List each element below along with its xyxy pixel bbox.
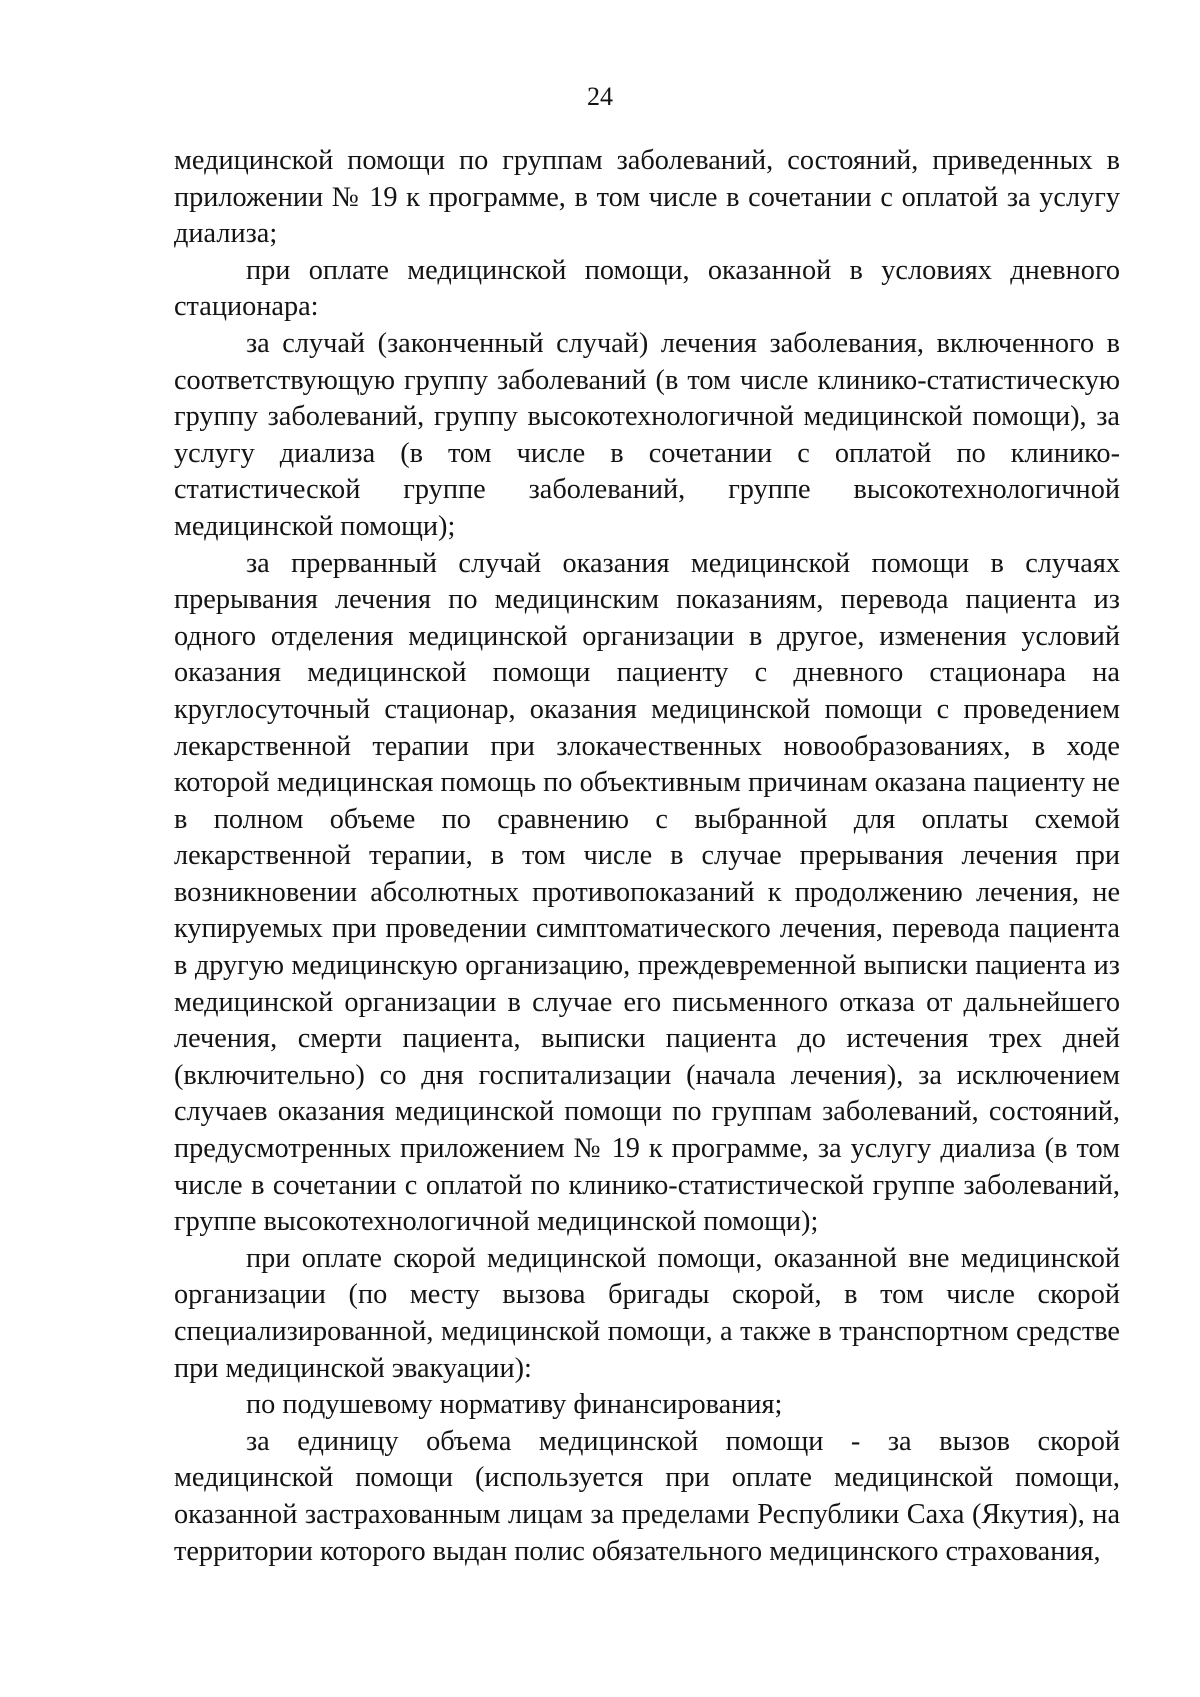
paragraph-per-capita-standard: по подушевому нормативу финансирования; — [246, 1389, 783, 1421]
paragraph-unit-of-volume: за единицу объема медицинской помощи - за вызов скорой медицинской помощи (используется при оплате медицинской помощи, оказанной застрахованным лицам за пределами Республики Саха (Якутия), на территории которого выдан полис обязательного медицинского страхования, — [174, 1425, 1120, 1567]
paragraph-completed-case: за случай (законченный случай) лечения заболевания, включенного в соответствующую группу заболеваний (в том числе клинико-статистическую группу заболеваний, группу высокотехнологичной медицинской помощи), за услугу диализа (в том числе в сочетании с оплатой по клинико-статистической группе заболеваний, группе высокотехнологичной медицинской помощи); — [174, 327, 1120, 542]
paragraph-emergency-care-payment: при оплате скорой медицинской помощи, оказанной вне медицинской организации (по месту вызова бригады скорой, в том числе скорой специализированной, медицинской помощи, а также в транспортном средстве при медицинской эвакуации): — [174, 1242, 1120, 1384]
paragraph-day-hospital-payment: при оплате медицинской помощи, оказанной в условиях дневного стационара: — [174, 254, 1120, 323]
page-number: 24 — [587, 82, 613, 111]
paragraph-1-continuation: медицинской помощи по группам заболеваний, состояний, приведенных в приложении № 19 к программе, в том числе в сочетании с оплатой за услугу диализа; — [174, 145, 1120, 250]
document-body — [174, 143, 1120, 1570]
paragraph-interrupted-case: за прерванный случай оказания медицинской помощи в случаях прерывания лечения по медицинским показаниям, перевода пациента из одного отделения медицинской организации в другое, изменения условий оказания медицинской помощи пациенту с дневного стационара на круглосуточный стационар, оказания медицинской помощи с проведением лекарственной терапии при злокачественных новообразованиях, в ходе которой медицинская помощь по объективным причинам оказана пациенту не в полном объеме по сравнению с выбранной для оплаты схемой лекарственной терапии, в том числе в случае прерывания лечения при возникновении абсолютных противопоказаний к продолжению лечения, не купируемых при проведении симптоматического лечения, перевода пациента в другую медицинскую организацию, преждевременной выписки пациента из медицинской организации в случае его письменного отказа от дальнейшего лечения, смерти пациента, выписки пациента до истечения трех дней (включительно) со дня госпитализации (начала лечения), за исключением случаев оказания медицинской помощи по группам заболеваний, состояний, предусмотренных приложением № 19 к программе, за услугу диализа (в том числе в сочетании с оплатой по клинико-статистической группе заболеваний, группе высокотехнологичной медицинской помощи); — [174, 547, 1120, 1238]
